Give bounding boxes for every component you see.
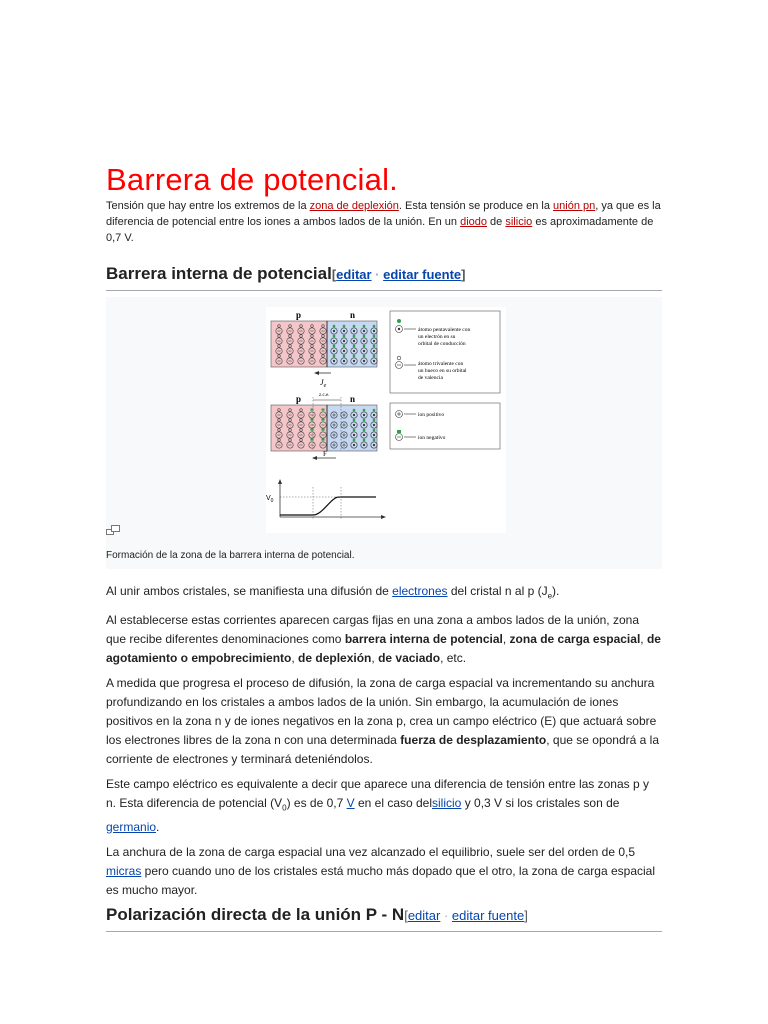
text: Al unir ambos cristales, se manifiesta una difusión de [106, 584, 393, 598]
text: . [156, 819, 160, 834]
page-title: Barrera de potencial. [106, 162, 398, 197]
link-silicio[interactable]: silicio [505, 216, 533, 228]
link-micras[interactable]: micras [106, 863, 142, 878]
figure-diagram[interactable] [266, 307, 506, 533]
separator: · [440, 907, 452, 923]
text: , [371, 651, 379, 666]
edit-section-links [404, 908, 528, 923]
text: La anchura de la zona de carga espacial una vez alcanzado el equilibrio, suele ser del orden de 0,5 [106, 844, 636, 859]
bold-term: de vaciado [378, 651, 441, 666]
label-n-top: n [350, 310, 356, 320]
link-germanio[interactable]: germanio [106, 819, 157, 834]
paragraph-progreso [106, 674, 662, 769]
label-f: F [323, 450, 327, 458]
legend-text: un electrón en su [418, 334, 456, 340]
label-p-top: p [296, 310, 302, 320]
magnify-icon[interactable] [106, 525, 120, 535]
text: en el caso del [354, 796, 433, 811]
text: , [291, 651, 299, 666]
section-heading-barrera [106, 263, 662, 291]
link-union-pn[interactable]: unión pn [553, 200, 596, 212]
paragraph-anchura [106, 843, 662, 900]
label-n-bottom: n [350, 394, 356, 404]
bracket: [ [404, 907, 408, 923]
link-zona-deplexion[interactable]: zona de deplexión [309, 200, 399, 212]
text: Este campo eléctrico es equivalente a decir que aparece una diferencia de tensión entre las zonas p y n. Esta diferencia de potencial (V [106, 777, 649, 811]
text: de [487, 216, 506, 228]
text: Al establecerse estas corrientes aparecen cargas fijas en una zona a ambos lados de la unión, zona que recibe diferentes denominaciones como [106, 613, 639, 647]
section-title: Polarización directa de la unión P - N [106, 904, 405, 924]
intro-paragraph [106, 198, 662, 246]
label-p-bottom: p [296, 394, 302, 404]
link-silicio-2[interactable]: silicio [432, 796, 462, 811]
text: ) es de 0,7 [286, 796, 347, 811]
text: ). [552, 584, 560, 598]
legend-text: de valencia [418, 375, 443, 381]
bottom-semiconductor-block [271, 397, 377, 451]
paragraph-difusion [106, 582, 662, 605]
legend-text: un hueco en su orbital [418, 368, 467, 374]
bold-term: zona de carga espacial [509, 632, 641, 647]
link-electrones[interactable]: electrones [392, 584, 448, 598]
edit-link[interactable]: editar [336, 267, 372, 282]
section-title: Barrera interna de potencial [106, 264, 332, 283]
article [106, 162, 662, 932]
bracket: ] [524, 907, 528, 923]
paragraph-campo-electrico [106, 775, 662, 836]
bold-term: fuerza de desplazamiento [400, 733, 547, 748]
paragraph-cargas-fijas [106, 611, 662, 668]
bold-term: de deplexión [298, 651, 372, 666]
edit-link[interactable]: editar [407, 907, 441, 923]
edit-source-link[interactable]: editar fuente [451, 907, 525, 923]
link-diodo[interactable]: diodo [460, 216, 487, 228]
bold-term: de agotamiento o empobrecimiento [106, 632, 661, 666]
text: , ya que es la diferencia de potencial entre los iones a ambos lados de la unión. En un [106, 200, 661, 228]
text: y 0,3 V si los cristales son de [461, 796, 620, 811]
legend-top [390, 311, 500, 393]
link-voltio[interactable]: V [346, 796, 355, 811]
separator: · [371, 267, 384, 282]
bracket: ] [461, 267, 466, 282]
text: , que se opondrá a la corriente de electrones y terminará deteniéndolos. [106, 733, 659, 767]
text: . Esta tensión se produce en la [398, 200, 554, 212]
legend-text: orbital de conducción [418, 341, 466, 347]
subscript: e [547, 591, 553, 601]
legend-text: ion positivo [418, 412, 445, 418]
label-je: $J_e$ [320, 378, 327, 389]
figure-caption: Formación de la zona de la barrera interna de potencial. [106, 550, 355, 561]
text: A medida que progresa el proceso de difusión, la zona de carga espacial va incrementando su anchura profundizando en los cristales a ambos lados de la unión. Sin embargo, la acumulación de iones positivos en la zona n y de iones negativos en la zona p, crea un campo eléctrico (E) que actuará sobre los electrones libres de la zona n con una determinada [106, 676, 657, 748]
text: , [640, 632, 647, 647]
legend-text: ion negativo [418, 435, 446, 441]
text: del cristal n al p (J [447, 584, 548, 598]
text: , [502, 632, 510, 647]
edit-source-link[interactable]: editar fuente [383, 267, 462, 282]
edit-section-links [332, 267, 466, 282]
text: es aproximadamente de 0,7 V. [106, 216, 654, 244]
legend-text: átomo pentavalente con [418, 327, 471, 333]
label-v0: $V_0$ [266, 495, 274, 504]
legend-bottom [390, 403, 500, 449]
label-zce: z.c.e. [319, 393, 330, 398]
figure-box [106, 297, 662, 569]
text: pero cuando uno de los cristales está mucho más dopado que el otro, la zona de carga espacial es mucho mayor. [106, 863, 655, 897]
bold-term: barrera interna de potencial [344, 632, 503, 647]
text: Tensión que hay entre los extremos de la [106, 200, 310, 212]
text: , etc. [440, 651, 467, 666]
legend-text: átomo trivalente con [418, 361, 464, 367]
bracket: [ [331, 267, 337, 282]
section-heading-polarizacion [106, 904, 662, 932]
subscript: 0 [282, 803, 287, 813]
top-semiconductor-block [271, 321, 377, 367]
